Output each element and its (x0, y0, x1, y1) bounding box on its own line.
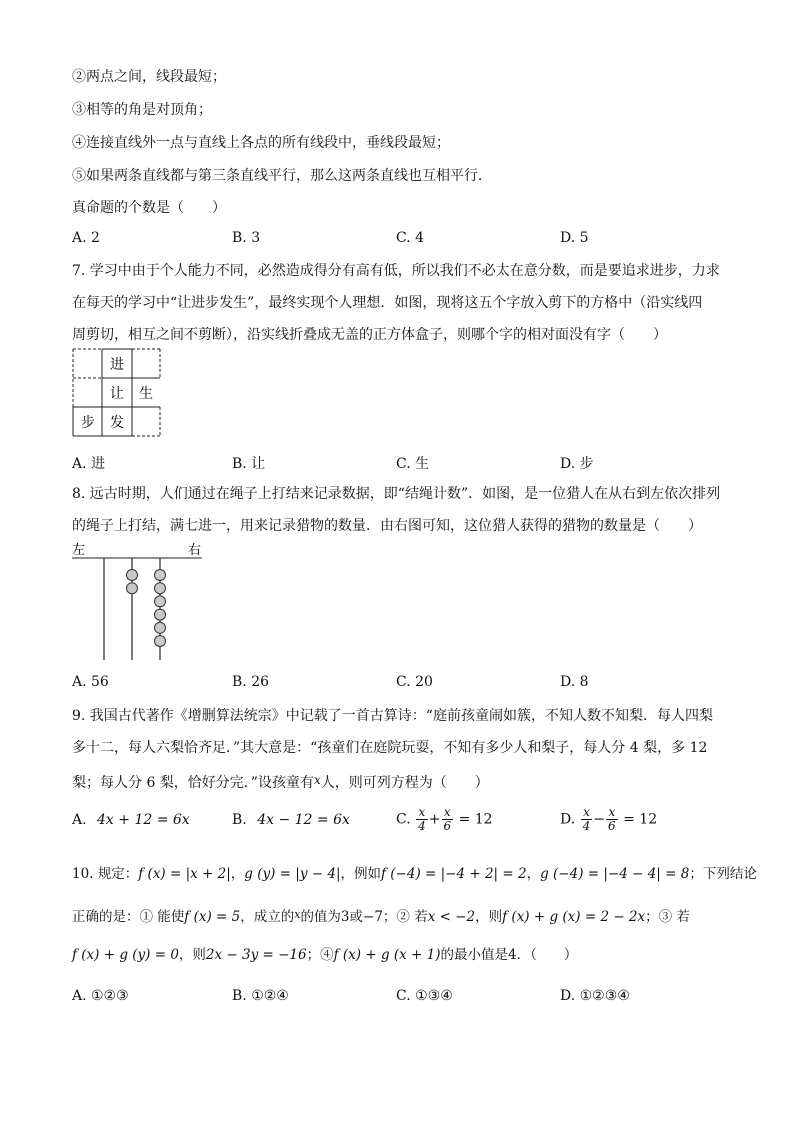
q9-option-d-rhs: = 12 (623, 811, 658, 828)
left-label: 左 (72, 543, 86, 558)
q6-options (72, 230, 732, 248)
knot (155, 583, 166, 594)
knot (155, 622, 166, 633)
q10-l3-b: ；④ (306, 947, 334, 963)
statement-4: ④连接直线外一点与直线上各点的所有线段中，垂线段最短； (72, 135, 450, 151)
q6-question: 真命题的个数是（ ） (72, 200, 226, 216)
q9-line3-b: 人，则可列方程为（ ） (320, 775, 489, 791)
q10-l2-a: 正确的是：① 能使 (72, 909, 185, 925)
q6-option-c[interactable]: C. 4 (396, 230, 425, 246)
knot (155, 636, 166, 647)
statement-5: ⑤如果两条直线都与第三条直线平行，那么这两条直线也互相平行． (72, 168, 492, 184)
q10-l2-e: ；③ 若 (645, 909, 690, 925)
q10-l1-a: 10. 规定： (72, 866, 139, 882)
q10-option-a[interactable]: A. ①②③ (72, 988, 129, 1004)
q8-stem-line2: 的绳子上打结，满七进一，用来记录猎物的数量．由右图可知，这位猎人获得的猎物的数量是（ ） (72, 518, 702, 534)
q6-option-d[interactable]: D. 5 (560, 230, 589, 246)
net-cell-fa: 发 (110, 415, 124, 431)
right-label: 右 (188, 543, 202, 558)
q10-example-g: g (−4) = |−4 − 4| = 8 (540, 866, 690, 882)
q9-stem-line3 (72, 771, 489, 792)
q7-stem-line3: 周剪切，相互之间不剪断），沿实线折叠成无盖的正方体盒子，则哪个字的相对面没有字（ ） (72, 327, 667, 343)
q9-option-c-frac1: $\frac{x}{4}$ (418, 805, 426, 833)
q10-l3-c: 的最小值是4．（ ） (440, 947, 578, 963)
q7-option-b[interactable]: B. 让 (232, 456, 266, 472)
q10-l2-cond: x < −2 (427, 909, 476, 925)
q8-option-d[interactable]: D. 8 (560, 674, 589, 690)
net-cell-sheng: 生 (139, 386, 153, 402)
q10-stem-line3 (72, 946, 577, 964)
q9-var: x (313, 773, 321, 787)
q10-l3-expr: f (x) + g (y) = 0 (72, 947, 179, 963)
q9-option-a[interactable] (72, 812, 190, 828)
q9-option-a-expr: 4x + 12 = 6x (97, 812, 190, 828)
q9-option-b-label: B. (232, 812, 247, 828)
q10-l2-d: ，则 (475, 909, 503, 925)
cube-net-figure (72, 348, 164, 438)
q10-option-c[interactable]: C. ①③④ (396, 988, 453, 1004)
q7-stem-line2: 在每天的学习中“让进步发生”，最终实现个人理想．如图，现将这五个字放入剪下的方格中（沿实线四 (72, 295, 703, 311)
statement-3: ③相等的角是对顶角； (72, 102, 212, 118)
q10-l1-eg: ，例如 (340, 866, 381, 882)
statement-2: ②两点之间，线段最短； (72, 69, 226, 85)
q6-option-a[interactable]: A. 2 (72, 230, 100, 246)
q10-option-d[interactable]: D. ①②③④ (560, 988, 630, 1004)
knot (155, 570, 166, 581)
q10-l2-expr: f (x) + g (x) = 2 − 2x (502, 909, 646, 925)
q10-stem-line1 (72, 865, 757, 883)
q9-option-a-label: A. (72, 812, 87, 828)
q9-option-d[interactable] (560, 806, 657, 833)
knot (127, 583, 138, 594)
q9-option-b[interactable] (232, 812, 350, 828)
q10-l3-expr2: 2x − 3y = −16 (205, 947, 307, 963)
q10-def-f: f (x) = |x + 2| (138, 866, 231, 882)
q10-options (72, 988, 732, 1006)
q7-option-d[interactable]: D. 步 (560, 456, 594, 472)
q9-option-d-frac2: $\frac{x}{6}$ (608, 805, 616, 833)
q7-option-a[interactable]: A. 进 (72, 456, 106, 472)
q10-l2-b: ，成立的 (240, 909, 295, 925)
q10-l2-f: f (x) = 5 (184, 909, 241, 925)
q9-option-c[interactable] (396, 806, 493, 833)
q9-option-d-op: − (593, 811, 606, 828)
q10-l2-c: 的值为3或−7；② 若 (300, 909, 428, 925)
q9-option-c-label: C. (396, 811, 411, 828)
net-cell-bu: 步 (81, 415, 95, 431)
knot (155, 609, 166, 620)
q10-l2-x: x (294, 908, 301, 921)
knot-counting-figure (72, 540, 206, 662)
q7-stem-line1: 7. 学习中由于个人能力不同，必然造成得分有高有低，所以我们不必太在意分数，而是要追求进步，力求 (72, 263, 720, 279)
q9-option-d-frac1: $\frac{x}{4}$ (582, 805, 591, 833)
q8-option-b[interactable]: B. 26 (232, 674, 270, 690)
q10-stem-line2 (72, 906, 690, 926)
q9-option-c-frac2: $\frac{x}{6}$ (443, 805, 452, 833)
q9-option-d-label: D. (560, 811, 576, 828)
q9-stem-line1: 9. 我国古代著作《增删算法统宗》中记载了一首古算诗：“庭前孩童闹如簇，不知人数不知梨．每人四梨 (72, 708, 713, 724)
knot (127, 570, 138, 581)
q9-option-c-op: + (428, 811, 441, 828)
q9-line3-a: 梨；每人分 6 梨，恰好分完．”设孩童有 (72, 775, 314, 791)
q10-l3-a: ，则 (178, 947, 206, 963)
net-cell-jin: 进 (110, 357, 124, 373)
q9-option-b-expr: 4x − 12 = 6x (257, 812, 350, 828)
q10-l1-sep2: ， (526, 866, 541, 882)
q10-l1-sep1: ， (230, 866, 245, 882)
q8-stem-line1: 8. 远古时期，人们通过在绳子上打结来记录数据，即“结绳计数”．如图，是一位猎人在从右到左依次排列 (72, 486, 721, 502)
q10-def-g: g (y) = |y − 4| (244, 866, 341, 882)
q10-option-b[interactable]: B. ①②④ (232, 988, 289, 1004)
q7-options (72, 453, 732, 471)
q9-stem-line2: 多十二，每人六梨恰齐足．”其大意是：“孩童们在庭院玩耍，不知有多少人和梨子，每人分 4 梨，多 12 (72, 740, 708, 756)
net-cell-rang: 让 (110, 386, 124, 402)
q7-option-c[interactable]: C. 生 (396, 456, 430, 472)
q8-option-a[interactable]: A. 56 (72, 674, 109, 690)
knot (155, 596, 166, 607)
q9-options (72, 805, 732, 842)
q8-options (72, 674, 732, 692)
q6-option-b[interactable]: B. 3 (232, 230, 261, 246)
q10-l3-expr3: f (x) + g (x + 1) (333, 947, 441, 963)
q9-option-c-rhs: = 12 (458, 811, 493, 828)
q8-option-c[interactable]: C. 20 (396, 674, 433, 690)
q10-l1-end: ；下列结论 (689, 866, 757, 882)
q10-example-f: f (−4) = |−4 + 2| = 2 (381, 866, 527, 882)
